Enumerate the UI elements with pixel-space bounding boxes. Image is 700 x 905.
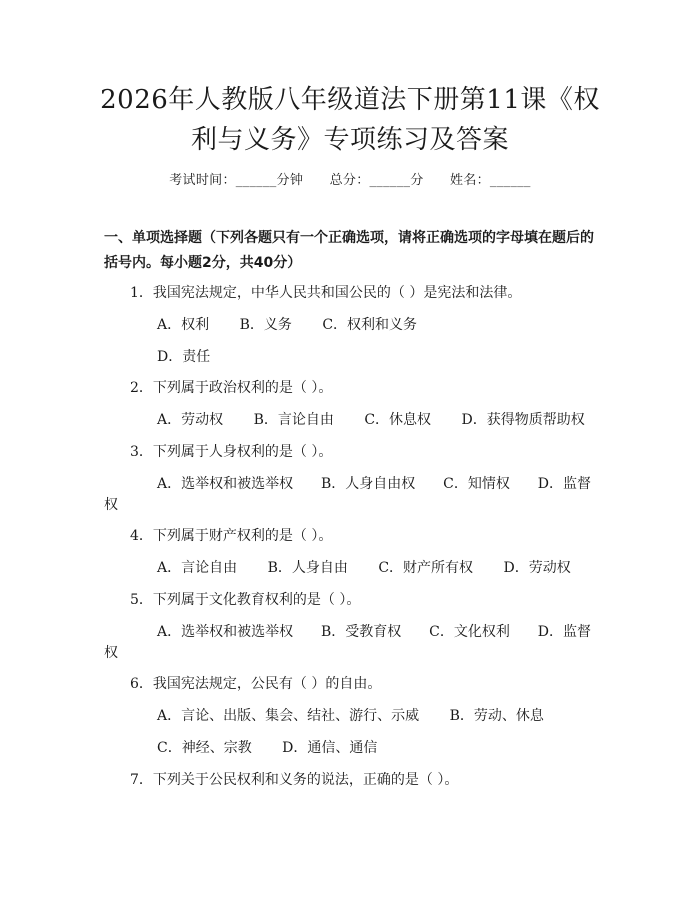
question-3: 3．下列属于人身权利的是（ ）。 xyxy=(130,444,333,460)
option: C．财产所有权 xyxy=(378,560,474,576)
question-1-options xyxy=(157,314,443,334)
option: B．义务 xyxy=(239,317,292,333)
option: C．文化权利 xyxy=(429,624,510,640)
option: A．权利 xyxy=(157,317,210,333)
option: B．劳动、休息 xyxy=(449,708,544,724)
option: B．人身自由 xyxy=(267,560,348,576)
option: C．知情权 xyxy=(443,476,510,492)
option: B．人身自由权 xyxy=(321,476,416,492)
question-6-options-2 xyxy=(157,737,403,757)
option: A．选举权和被选举权 xyxy=(157,624,294,640)
option: A．言论、出版、集会、结社、游行、示威 xyxy=(157,708,420,724)
document-title: 2026年人教版八年级道法下册第11课《权利与义务》专项练习及答案 xyxy=(100,85,600,155)
exam-score: 总分：______分 xyxy=(329,173,424,188)
question-6-options xyxy=(157,705,570,725)
question-3-option-wrap: 权 xyxy=(104,497,118,513)
question-3-options xyxy=(157,473,591,493)
exam-meta xyxy=(0,169,700,188)
option: B．受教育权 xyxy=(321,624,402,640)
option: D．劳动权 xyxy=(503,560,571,576)
option: D．获得物质帮助权 xyxy=(461,412,585,428)
option: A．言论自由 xyxy=(157,560,238,576)
option: D．监督 xyxy=(537,624,591,640)
option: A．选举权和被选举权 xyxy=(157,476,294,492)
question-5-options xyxy=(157,621,591,641)
question-5-option-wrap: 权 xyxy=(104,645,118,661)
option: B．言论自由 xyxy=(253,412,334,428)
exam-name: 姓名：______ xyxy=(450,173,531,188)
option: D．责任 xyxy=(157,349,211,365)
question-4: 4．下列属于财产权利的是（ ）。 xyxy=(130,528,333,544)
question-1-options-2 xyxy=(157,346,236,366)
option: D．通信、通信 xyxy=(282,740,378,756)
section-heading: 一、单项选择题（下列各题只有一个正确选项，请将正确选项的字母填在题后的括号内。每小题2分，共40分） xyxy=(104,230,594,271)
option: D．监督 xyxy=(537,476,591,492)
option: C．权利和义务 xyxy=(322,317,418,333)
option: A．劳动权 xyxy=(157,412,224,428)
exam-time: 考试时间：______分钟 xyxy=(169,173,304,188)
question-4-options xyxy=(157,557,597,577)
option: C．休息权 xyxy=(364,412,432,428)
question-5: 5．下列属于文化教育权利的是（ ）。 xyxy=(130,592,361,608)
question-6: 6．我国宪法规定，公民有（ ）的自由。 xyxy=(130,676,382,692)
question-2: 2．下列属于政治权利的是（ ）。 xyxy=(130,380,333,396)
question-2-options xyxy=(157,409,611,429)
option: C．神经、宗教 xyxy=(157,740,252,756)
question-7: 7．下列关于公民权利和义务的说法，正确的是（ ）。 xyxy=(130,772,459,788)
question-1: 1．我国宪法规定，中华人民共和国公民的（ ）是宪法和法律。 xyxy=(130,285,522,301)
